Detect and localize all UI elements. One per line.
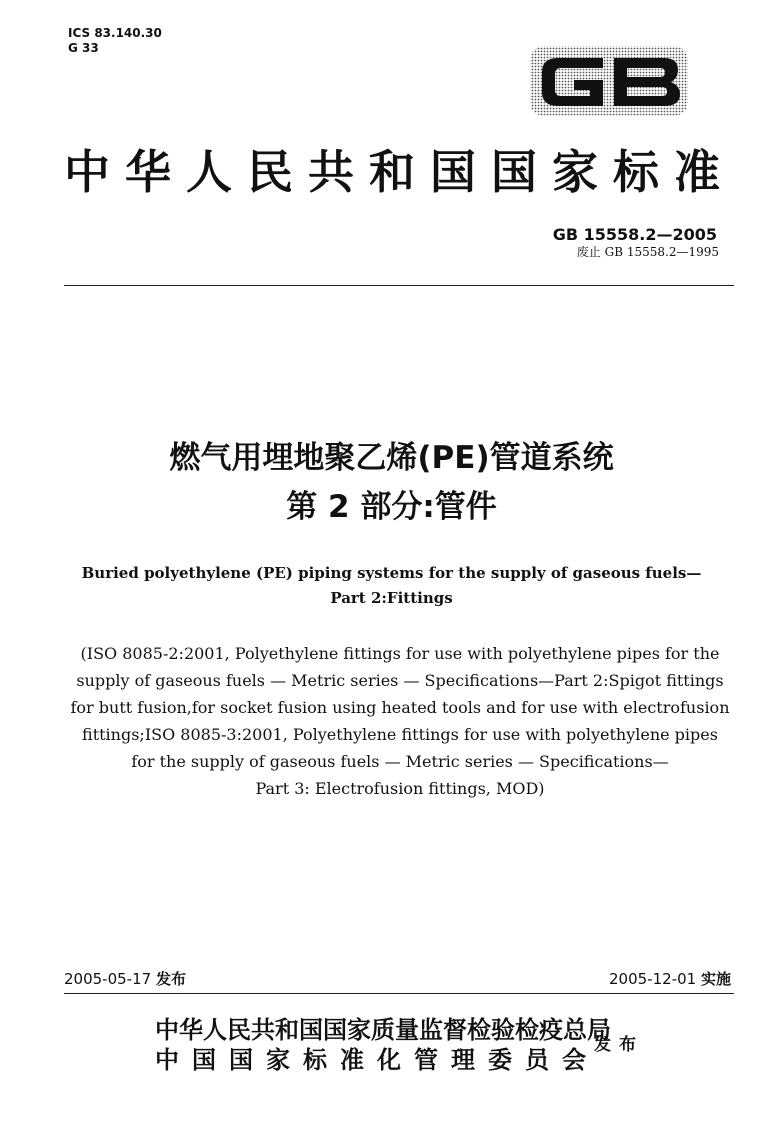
classification-codes — [68, 26, 162, 56]
issuing-authorities — [155, 1015, 611, 1075]
ics-code: ICS 83.140.30 — [68, 26, 162, 40]
iso-reference-line: (ISO 8085-2:2001, Polyethylene fittings for use with polyethylene pipes for the — [80, 644, 720, 663]
standard-number: GB 15558.2—2005 — [552, 225, 717, 244]
national-standard-title: 中华人民共和国国家标准 — [64, 145, 735, 199]
issue-date-value: 2005-05-17 — [64, 970, 152, 988]
iso-reference-line: for the supply of gaseous fuels — Metric series — Specifications— — [131, 752, 669, 771]
replaces-standard: 废止 GB 15558.2—1995 — [576, 245, 719, 259]
footer-divider — [64, 993, 734, 994]
issue-label: 发布 — [155, 970, 186, 988]
iso-reference-line: Part 3: Electrofusion fittings, MOD) — [255, 779, 545, 798]
chinese-title-line1: 燃气用埋地聚乙烯(PE)管道系统 — [169, 440, 614, 476]
gb-logo — [528, 44, 693, 120]
iso-reference-line: for butt fusion,for socket fusion using heated tools and for use with electrofusion — [70, 698, 730, 717]
publish-label: 发布 — [594, 1035, 644, 1055]
iso-reference-line: supply of gaseous fuels — Metric series — Specifications—Part 2:Spigot fittings — [76, 671, 724, 690]
english-title-line1: Buried polyethylene (PE) piping systems for the supply of gaseous fuels— — [81, 564, 702, 582]
impl-date-value: 2005-12-01 — [609, 970, 697, 988]
chinese-title-line2: 第 2 部分:管件 — [286, 489, 497, 525]
iso-reference-line: fittings;ISO 8085-3:2001, Polyethylene fittings for use with polyethylene pipes — [82, 725, 718, 744]
issuer-line1: 中华人民共和国国家质量监督检验检疫总局 — [155, 1015, 611, 1044]
issue-date — [64, 968, 186, 990]
issuer-line2: 中国国家标准化管理委员会 — [155, 1045, 599, 1074]
header-divider — [64, 285, 734, 286]
implementation-date — [609, 968, 731, 990]
iso-reference — [50, 640, 750, 802]
impl-label: 实施 — [700, 970, 731, 988]
ccs-code: G 33 — [68, 41, 99, 55]
english-title-line2: Part 2:Fittings — [330, 589, 453, 607]
